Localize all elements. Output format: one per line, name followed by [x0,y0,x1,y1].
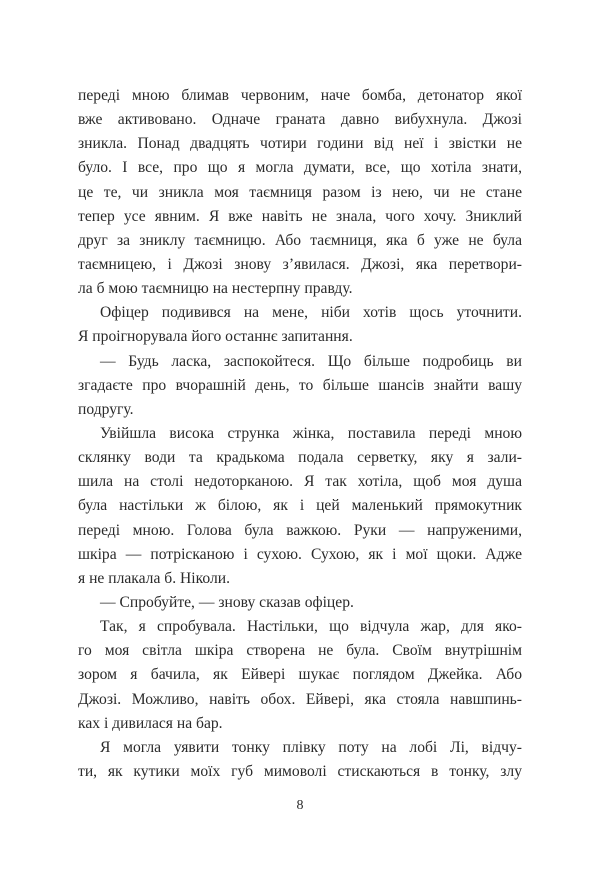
text-line: було. І все, про що я могла думати, все, що хотіла знати, [78,159,522,177]
text-line: зникла. Понад двадцять чотири години від неї і звістки не [78,135,522,153]
text-line: переді мною. Голова була важкою. Руки — напруженими, [78,521,522,539]
text-line: ти, як кутики моїх губ мимоволі стискаються в тонку, злу [78,762,522,780]
text-line: подругу. [78,400,134,418]
text-line: згадаєте про вчорашній день, то більше шансів знайти вашу [78,376,522,394]
book-page-text [78,84,522,784]
text-line: я не плакала б. Ніколи. [78,569,231,587]
text-line: Я могла уявити тонку плівку поту на лобі Лі, відчу- [100,738,522,756]
text-line: шила на столі недоторканою. Я так хотіла, щоб моя душа [78,473,522,491]
text-line: ках і дивилася на бар. [78,714,223,732]
text-line: була настільки ж білою, як і цей маленький прямокутник [78,497,522,515]
text-line: Джозі. Можливо, навіть обох. Ейвері, яка стояла навшпинь- [78,690,522,708]
text-line: переді мною блимав червоним, наче бомба, детонатор якої [78,87,522,104]
text-line: тепер усе явним. Я вже навіть не знала, чого хочу. Зниклий [78,207,522,225]
text-line: Увійшла висока струнка жінка, поставила переді мною [100,424,522,442]
text-line: вже активовано. Одначе граната давно вибухнула. Джозі [78,111,522,129]
text-line: го моя світла шкіра створена не була. Своїм внутрішнім [78,642,522,660]
text-line: Так, я спробувала. Настільки, що відчула жар, для яко- [100,618,522,636]
dialogue-line: — Будь ласка, заспокойтеся. Що більше подробиць ви [100,352,522,370]
text-line: ла б мою таємницю на нестерпну правду. [78,280,353,298]
text-line: Я проігнорувала його останнє запитання. [78,328,353,346]
text-line: Офіцер подивився на мене, ніби хотів щось уточнити. [100,304,522,322]
text-line: це те, чи зникла моя таємниця разом із нею, чи не стане [78,183,522,201]
dialogue-line: — Спробуйте, — знову сказав офіцер. [100,593,354,611]
text-line: склянку води та крадькома подала серветку, яку я зали- [78,449,522,467]
text-line: зором я бачила, як Ейвері шукає поглядом Джейка. Або [78,666,522,684]
text-line: шкіра — потрісканою і сухою. Сухою, як і мої щоки. Адже [78,545,522,563]
text-line: друг за зниклу таємницю. Або таємниця, яка б уже не була [78,231,522,249]
text-line: таємницею, і Джозі знову з’явилася. Джозі, яка перетвори- [78,255,522,273]
page-number: 8 [296,798,304,813]
